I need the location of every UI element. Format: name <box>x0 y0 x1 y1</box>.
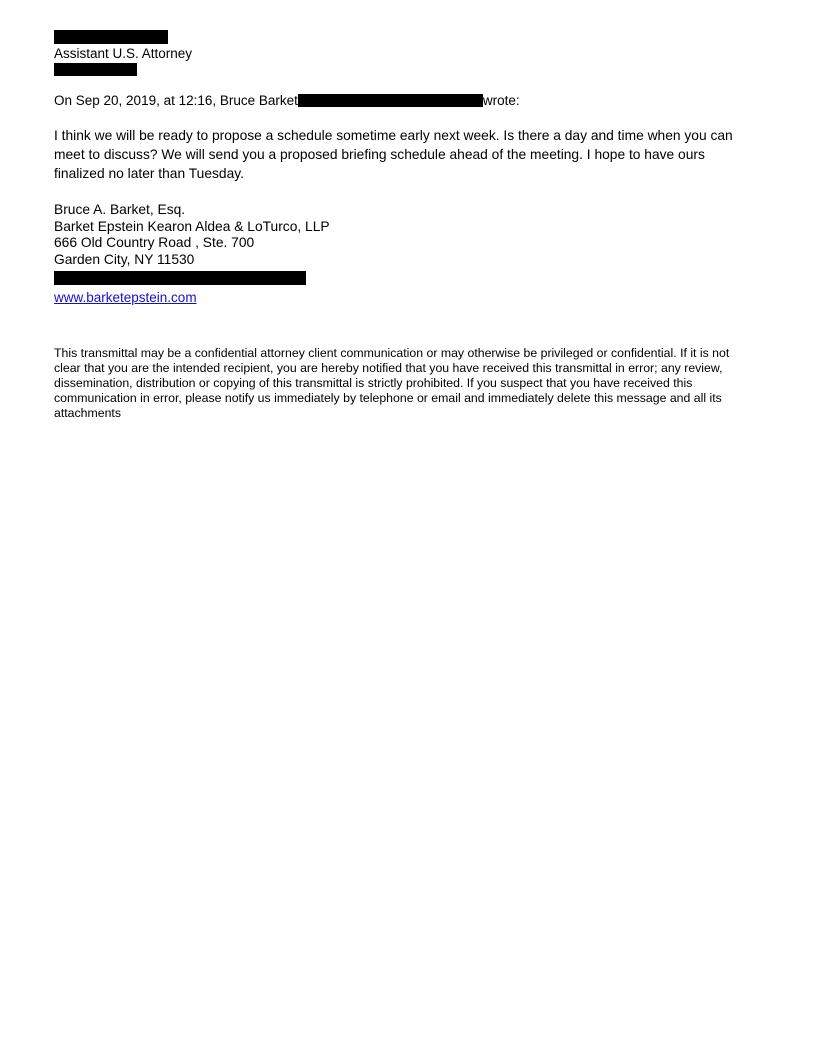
confidentiality-disclaimer: This transmittal may be a confidential attorney client communication or may otherwise be privileged or confidential. If it is not clear that you are the intended recipient, you are hereby notified that you have received this transmittal in error; any review, dissemination, distribution or copying of this transmittal is strictly prohibited. If you suspect that you have received this communication in error, please notify us immediately by telephone or email and immediately delete this message and all its attachments <box>54 346 730 420</box>
sender-address-line-2: Garden City, NY 11530 <box>54 251 195 267</box>
reply-header-line <box>54 92 754 109</box>
sender-name: Bruce A. Barket, Esq. <box>54 202 186 217</box>
reply-header-suffix: wrote: <box>482 93 520 108</box>
email-content <box>54 30 754 421</box>
sender-signature-block <box>54 202 754 306</box>
email-body-paragraph: I think we will be ready to propose a schedule sometime early next week. Is there a day and time when you can meet to discuss? We will send you a proposed briefing schedule ahead of the meeting. I hope to have ours finalized no later than Tuesday. <box>54 128 733 181</box>
redaction-bar-name <box>54 30 168 44</box>
reply-header-prefix: On Sep 20, 2019, at 12:16, Bruce Barket <box>54 93 298 108</box>
assistant-us-attorney-title: Assistant U.S. Attorney <box>54 46 193 61</box>
website-link[interactable]: www.barketepstein.com <box>54 290 197 305</box>
redaction-bar-office <box>54 63 137 76</box>
redaction-bar-email <box>298 94 483 107</box>
sender-address-line-1: 666 Old Country Road , Ste. 700 <box>54 235 255 250</box>
website-line <box>54 289 754 306</box>
recipient-signature-block <box>54 30 754 76</box>
sender-firm: Barket Epstein Kearon Aldea & LoTurco, LLP <box>54 218 330 234</box>
redaction-bar-contact <box>54 271 306 285</box>
